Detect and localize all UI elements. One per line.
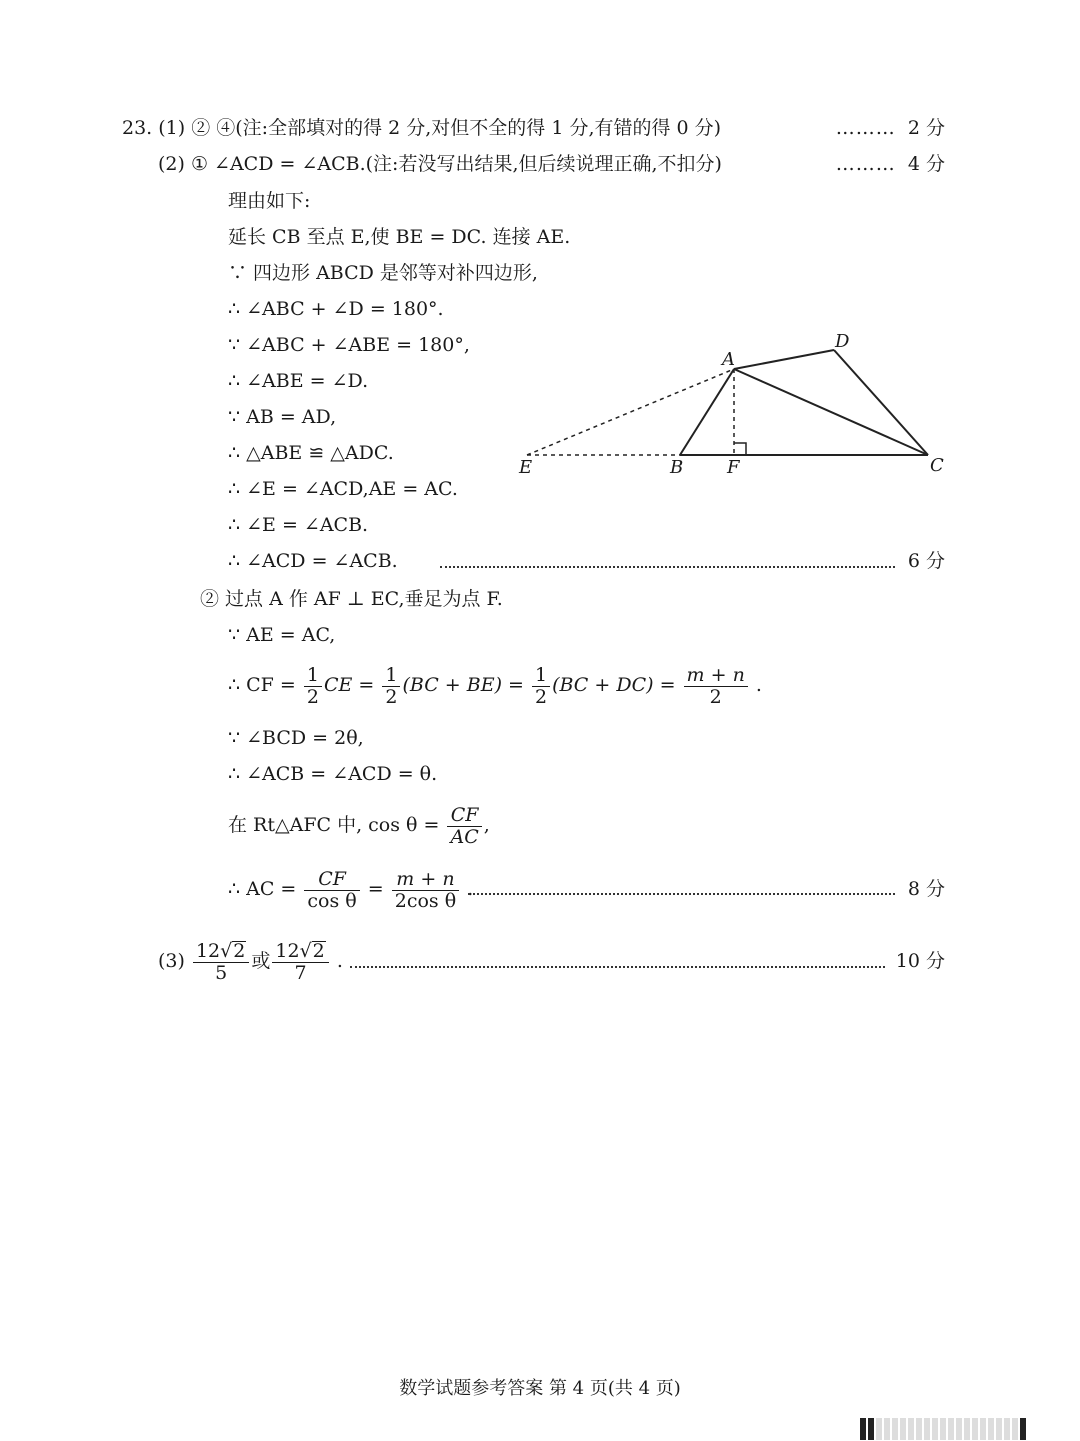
q23-p2-line xyxy=(158,152,722,176)
fraction-cf-cos: $\frac{CF}{\text{cos θ}}$ xyxy=(304,869,359,912)
q23-p2-content: ① ∠ACD = ∠ACB.(注:若没写出结果,但后续说理正确,不扣分) xyxy=(190,153,722,175)
label-b: B xyxy=(670,457,684,478)
q23-p3-label: (3) xyxy=(158,950,185,972)
fraction-12root2-7: $\frac{12√2}{7}$ xyxy=(272,941,328,984)
segment-ab xyxy=(680,369,734,455)
proof-line-6: ∵ AB = AD, xyxy=(228,406,337,428)
proof-line-8: ∴ ∠E = ∠ACD,AE = AC. xyxy=(228,478,458,500)
sub2-line: ② 过点 A 作 AF ⊥ EC,垂足为点 F. xyxy=(200,588,503,610)
score-10: 10 分 xyxy=(895,950,945,972)
label-f: F xyxy=(727,457,740,478)
proof-line-9: ∴ ∠E = ∠ACB. xyxy=(228,514,369,536)
cf-term-3: (BC + DC) = xyxy=(552,674,676,696)
cf-equation xyxy=(228,662,762,708)
segment-ea-dashed xyxy=(527,369,734,455)
ac-lead: ∴ AC = xyxy=(228,878,297,900)
q23-p2-score: 4 分 xyxy=(907,153,945,175)
geometry-figure xyxy=(510,325,960,485)
q23-p2-dots: ……… xyxy=(835,153,896,175)
q23-p3-end: . xyxy=(336,950,343,972)
q23-p3-or: 或 xyxy=(251,950,271,972)
cf-term-2: (BC + BE) = xyxy=(402,674,524,696)
q23-p1-content: ② ④(注:全部填对的得 2 分,对但不全的得 1 分,有错的得 0 分) xyxy=(191,117,722,139)
proof-line-7: ∴ △ABE ≌ △ADC. xyxy=(228,442,394,464)
ac-end: . xyxy=(467,878,474,900)
cf-lead: ∴ CF = xyxy=(228,674,296,696)
fraction-cf-ac: $\frac{CF}{AC}$ xyxy=(447,805,481,848)
rt-end: , xyxy=(483,814,490,836)
proof-line-3: ∴ ∠ABC + ∠D = 180°. xyxy=(228,298,444,320)
label-d: D xyxy=(835,331,850,352)
ac-eq: = xyxy=(367,878,384,900)
ac-equation xyxy=(228,866,473,912)
q23-p1-line xyxy=(122,116,721,140)
fraction-mn-2cos: $\frac{m + n}{\text{2cos θ}}$ xyxy=(392,869,459,912)
fraction-12root2-5: $\frac{12√2}{5}$ xyxy=(193,941,249,984)
rt-equation xyxy=(228,802,490,848)
q23-p1-label: 23. (1) xyxy=(122,117,186,139)
proof-line-4: ∵ ∠ABC + ∠ABE = 180°, xyxy=(228,334,470,356)
right-angle-mark xyxy=(734,443,746,455)
page-footer: 数学试题参考答案 第 4 页(共 4 页) xyxy=(399,1378,681,1399)
score-leader-8 xyxy=(468,893,895,895)
q23-p3-line xyxy=(158,938,343,984)
q23-p2-score-line xyxy=(836,152,945,176)
label-a: A xyxy=(722,349,735,370)
rt-lead: 在 Rt△AFC 中, cos θ = xyxy=(228,814,440,836)
score-6: 6 分 xyxy=(907,550,945,572)
proof-line-1: 延长 CB 至点 E,使 BE = DC. 连接 AE. xyxy=(228,226,571,248)
cf-end: . xyxy=(755,674,762,696)
q23-p1-dots: ……… xyxy=(835,117,896,139)
cf-term-1: CE = xyxy=(323,674,375,696)
fraction-m-plus-n: $\frac{m + n}{2}$ xyxy=(684,665,748,708)
segment-dc xyxy=(834,350,928,455)
score-leader-10 xyxy=(350,966,885,968)
proof-line-5: ∴ ∠ABE = ∠D. xyxy=(228,370,369,392)
segment-ac xyxy=(734,369,928,455)
segment-ad xyxy=(734,350,834,369)
score-8: 8 分 xyxy=(907,878,945,900)
bcd-line: ∵ ∠BCD = 2θ, xyxy=(228,727,364,749)
fraction-half-3: $\frac{1}{2}$ xyxy=(532,665,550,708)
proof-line-10: ∴ ∠ACD = ∠ACB. xyxy=(228,550,398,572)
proof-line-0: 理由如下: xyxy=(228,190,311,212)
q23-p1-score-line xyxy=(836,116,945,140)
q23-p2-label: (2) xyxy=(158,153,185,175)
since-ae-line: ∵ AE = AC, xyxy=(228,624,336,646)
acb-line: ∴ ∠ACB = ∠ACD = θ. xyxy=(228,763,438,785)
label-e: E xyxy=(519,457,533,478)
q23-p1-score: 2 分 xyxy=(907,117,945,139)
fraction-half-1: $\frac{1}{2}$ xyxy=(304,665,322,708)
score-leader-6 xyxy=(440,566,895,568)
proof-line-2: ∵ 四边形 ABCD 是邻等对补四边形, xyxy=(228,262,538,284)
scan-artifact xyxy=(860,1418,1026,1440)
fraction-half-2: $\frac{1}{2}$ xyxy=(382,665,400,708)
label-c: C xyxy=(930,455,944,476)
